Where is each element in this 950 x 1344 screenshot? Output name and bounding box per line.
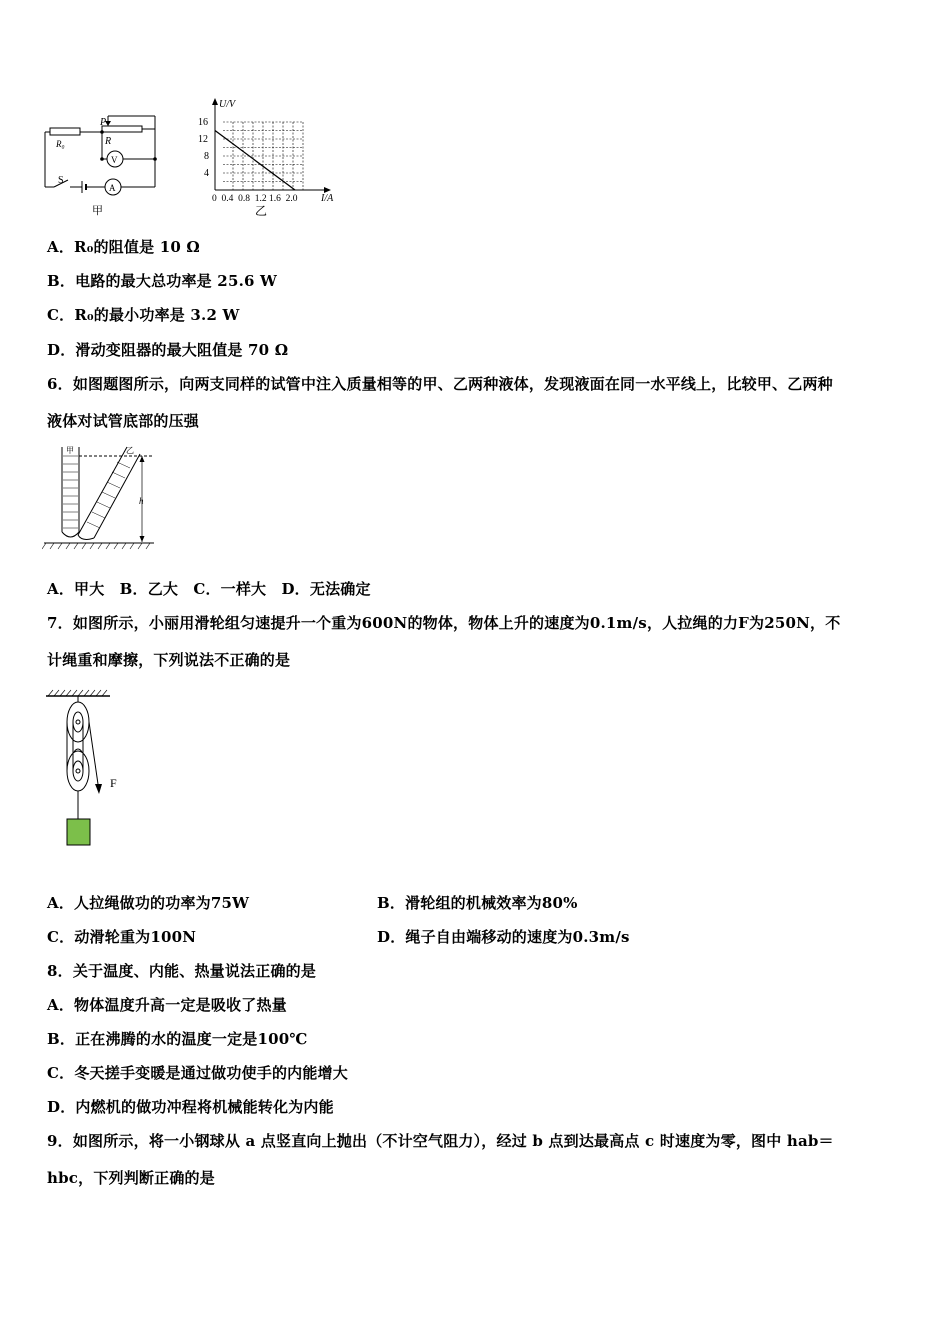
label-r0: R₀ bbox=[56, 139, 65, 149]
q8-option-d: D．内燃机的做功冲程将机械能转化为内能 bbox=[47, 1098, 334, 1116]
figure-label-yi: 乙 bbox=[255, 204, 268, 217]
y-tick: 4 bbox=[204, 168, 209, 179]
q9-stem-line1: 9．如图所示，将一小钢球从 a 点竖直向上抛出（不计空气阻力），经过 b 点到达最高点 c 时速度为零，图中 hab＝ bbox=[47, 1132, 834, 1150]
y-tick: 16 bbox=[198, 117, 208, 128]
q8-option-b: B．正在沸腾的水的温度一定是100℃ bbox=[47, 1030, 308, 1048]
q8-option-c: C．冬天搓手变暖是通过做功使手的内能增大 bbox=[47, 1064, 348, 1082]
q5-option-d: D．滑动变阻器的最大阻值是 70 Ω bbox=[47, 341, 289, 359]
q7-stem-line1: 7．如图所示，小丽用滑轮组匀速提升一个重为600N的物体，物体上升的速度为0.1m/s，人拉绳的力F为250N，不 bbox=[47, 614, 841, 632]
y-axis-label: U/V bbox=[219, 99, 236, 110]
figure-label-jia: 甲 bbox=[92, 205, 103, 217]
q8-option-a: A．物体温度升高一定是吸收了热量 bbox=[47, 996, 287, 1014]
label-r: R bbox=[105, 136, 112, 147]
q7-option-a: A．人拉绳做功的功率为75W bbox=[47, 894, 250, 912]
height-label: h bbox=[139, 496, 144, 506]
x-axis-label: I/A bbox=[321, 193, 334, 204]
force-label-f: F bbox=[110, 776, 117, 790]
q6-stem-line1: 6．如图题图所示，向两支同样的试管中注入质量相等的甲、乙两种液体，发现液面在同一水平线上，比较甲、乙两种 bbox=[47, 375, 833, 393]
q7-stem-line2: 计绳重和摩擦，下列说法不正确的是 bbox=[47, 651, 291, 669]
y-tick: 12 bbox=[198, 134, 208, 145]
q8-stem: 8．关于温度、内能、热量说法正确的是 bbox=[47, 962, 317, 980]
ui-graph-yi bbox=[195, 97, 345, 217]
label-p: P bbox=[100, 117, 107, 128]
test-tubes-figure bbox=[42, 442, 162, 552]
x-ticks: 0 0.4 0.8 1.2 1.6 2.0 bbox=[212, 194, 298, 204]
q6-stem-line2: 液体对试管底部的压强 bbox=[47, 412, 200, 430]
tube-label-yi: 乙 bbox=[126, 446, 134, 455]
q7-option-d: D．绳子自由端移动的速度为0.3m/s bbox=[377, 928, 630, 946]
ui-data-line bbox=[215, 131, 295, 191]
weight-block bbox=[67, 819, 90, 845]
q5-option-c: C．R₀的最小功率是 3.2 W bbox=[47, 306, 240, 324]
pulley-system-figure bbox=[44, 686, 134, 851]
q5-option-b: B．电路的最大总功率是 25.6 W bbox=[47, 272, 278, 290]
q7-option-b: B．滑轮组的机械效率为80% bbox=[377, 894, 578, 912]
switch-label: S bbox=[58, 175, 64, 186]
q7-option-c: C．动滑轮重为100N bbox=[47, 928, 197, 946]
circuit-diagram-jia bbox=[40, 112, 165, 222]
q9-stem-line2: hbc，下列判断正确的是 bbox=[47, 1169, 215, 1187]
voltmeter-label: V bbox=[111, 155, 118, 165]
y-tick: 8 bbox=[204, 151, 209, 162]
q6-options: A．甲大 B．乙大 C．一样大 D．无法确定 bbox=[47, 580, 371, 598]
tube-label-jia: 甲 bbox=[66, 446, 74, 455]
ammeter-label: A bbox=[109, 183, 116, 193]
q5-option-a: A．R₀的阻值是 10 Ω bbox=[47, 238, 200, 256]
